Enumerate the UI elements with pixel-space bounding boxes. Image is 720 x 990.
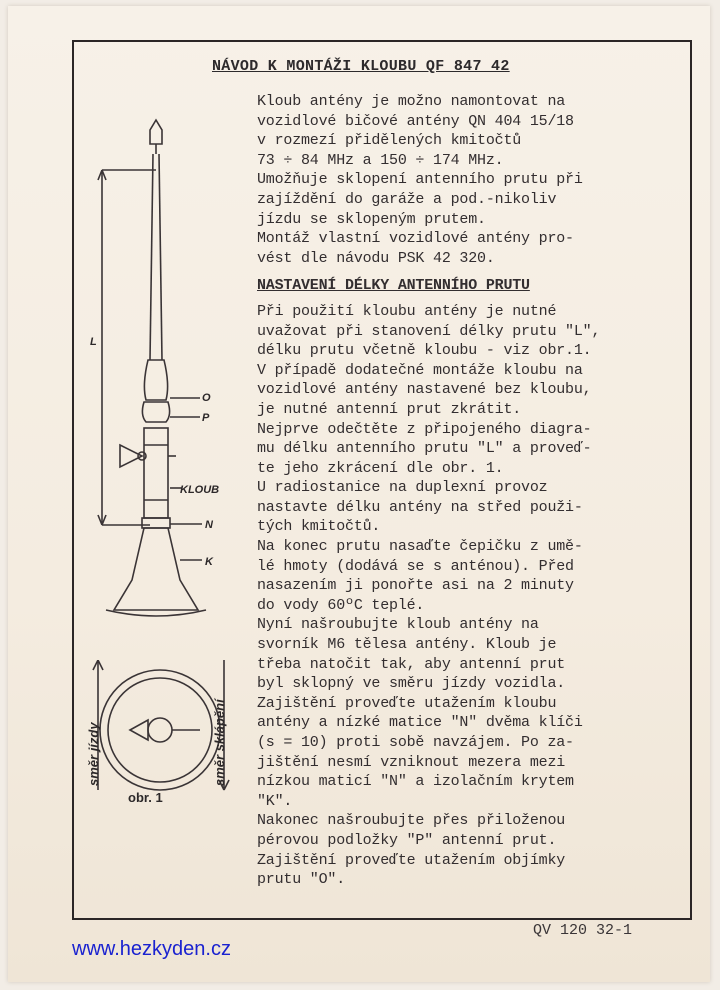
instruction-text xyxy=(257,92,689,890)
body-line: (s = 10) proti sobě navzájem. Po za- xyxy=(257,734,574,751)
intro-line: Umožňuje sklopení antenního prutu při xyxy=(257,171,583,189)
body-line: Nyní našroubujte kloub antény na xyxy=(257,616,539,634)
intro-line: v rozmezí přidělených kmitočtů xyxy=(257,132,522,150)
body-line: tých kmitočtů. xyxy=(257,518,381,536)
body-line: antény a nízké matice "N" dvěma klíči xyxy=(257,714,583,732)
body-line: Při použití kloubu antény je nutné xyxy=(257,302,557,320)
body-line: délku prutu včetně kloubu - viz obr.1. xyxy=(257,342,592,360)
body-line: vozidlové antény nastavené bez kloubu, xyxy=(257,381,592,399)
body-line: uvažovat při stanovení délky prutu "L", xyxy=(257,322,601,340)
label-o: O xyxy=(202,392,211,404)
body-line: nasazením ji ponořte asi na 2 minuty xyxy=(257,577,574,595)
antenna-rod xyxy=(150,154,153,360)
body-line: pérovou podložky "P" antenní prut. xyxy=(257,831,557,849)
body-line: byl sklopný ve směru jízdy vozidla. xyxy=(257,675,566,693)
label-p: P xyxy=(202,412,210,424)
body-line: do vody 60ºC teplé. xyxy=(257,596,425,614)
label-n: N xyxy=(205,519,213,531)
body-line: nastavte délku antény na střed použi- xyxy=(257,498,583,516)
label-joint: KLOUB xyxy=(180,484,220,496)
intro-line: vozidlové bičové antény QN 404 15/18 xyxy=(257,112,574,130)
intro-line: Kloub antény je možno namontovat na xyxy=(257,93,566,110)
intro-line: zajíždění do garáže a pod.-nikoliv xyxy=(257,190,557,208)
body-line: lé hmoty (dodává se s anténou). Před xyxy=(257,557,574,575)
intro-line: vést dle návodu PSK 42 320. xyxy=(257,249,495,267)
section-heading: NASTAVENÍ DÉLKY ANTENNÍHO PRUTU xyxy=(257,277,530,295)
body-line: Nejprve odečtěte z připojeného diagra- xyxy=(257,420,592,438)
label-drive-direction: směr jízdy xyxy=(86,722,101,786)
body-line: jištění nesmí vzniknout mezera mezi xyxy=(257,753,566,771)
intro-line: 73 ÷ 84 MHz a 150 ÷ 174 MHz. xyxy=(257,151,504,169)
intro-line: Montáž vlastní vozidlové antény pro- xyxy=(257,230,574,248)
body-line: Nakonec našroubujte přes přiloženou xyxy=(257,812,566,830)
body-line: nízkou maticí "N" a izolačním krytem xyxy=(257,773,574,791)
label-fold-direction: směr sklápění xyxy=(212,699,227,786)
body-line: te jeho zkrácení dle obr. 1. xyxy=(257,459,504,477)
insulating-cover xyxy=(114,528,198,610)
antenna-drawing xyxy=(80,110,250,750)
body-line: Na konec prutu nasaďte čepičku z umě- xyxy=(257,538,583,556)
body-line: je nutné antenní prut zkrátit. xyxy=(257,400,522,418)
joint-body xyxy=(144,428,168,518)
document-title: NÁVOD K MONTÁŽI KLOUBU QF 847 42 xyxy=(212,58,510,75)
body-line: V případě dodatečné montáže kloubu na xyxy=(257,361,583,379)
body-line: třeba natočit tak, aby antenní prut xyxy=(257,655,566,673)
watermark-text: www.hezkyden.cz xyxy=(72,938,231,960)
body-line: Zajištění proveďte utažením kloubu xyxy=(257,694,557,712)
body-line: svorník M6 tělesa antény. Kloub je xyxy=(257,636,557,654)
body-line: U radiostanice na duplexní provoz xyxy=(257,479,548,497)
intro-line: jízdu se sklopeným prutem. xyxy=(257,210,486,228)
body-line: "K". xyxy=(257,792,293,810)
cap-icon xyxy=(150,120,162,144)
label-length: L xyxy=(90,336,97,348)
clamp-o xyxy=(144,360,167,400)
wing-nut-top-icon xyxy=(130,720,148,740)
document-number: QV 120 32-1 xyxy=(533,922,633,939)
label-k: K xyxy=(205,556,213,568)
body-line: Zajištění proveďte utažením objímky xyxy=(257,851,566,869)
body-line: prutu "O". xyxy=(257,871,346,889)
figure-caption: obr. 1 xyxy=(128,790,163,805)
body-line: mu délku antenního prutu "L" a proveď- xyxy=(257,440,592,458)
